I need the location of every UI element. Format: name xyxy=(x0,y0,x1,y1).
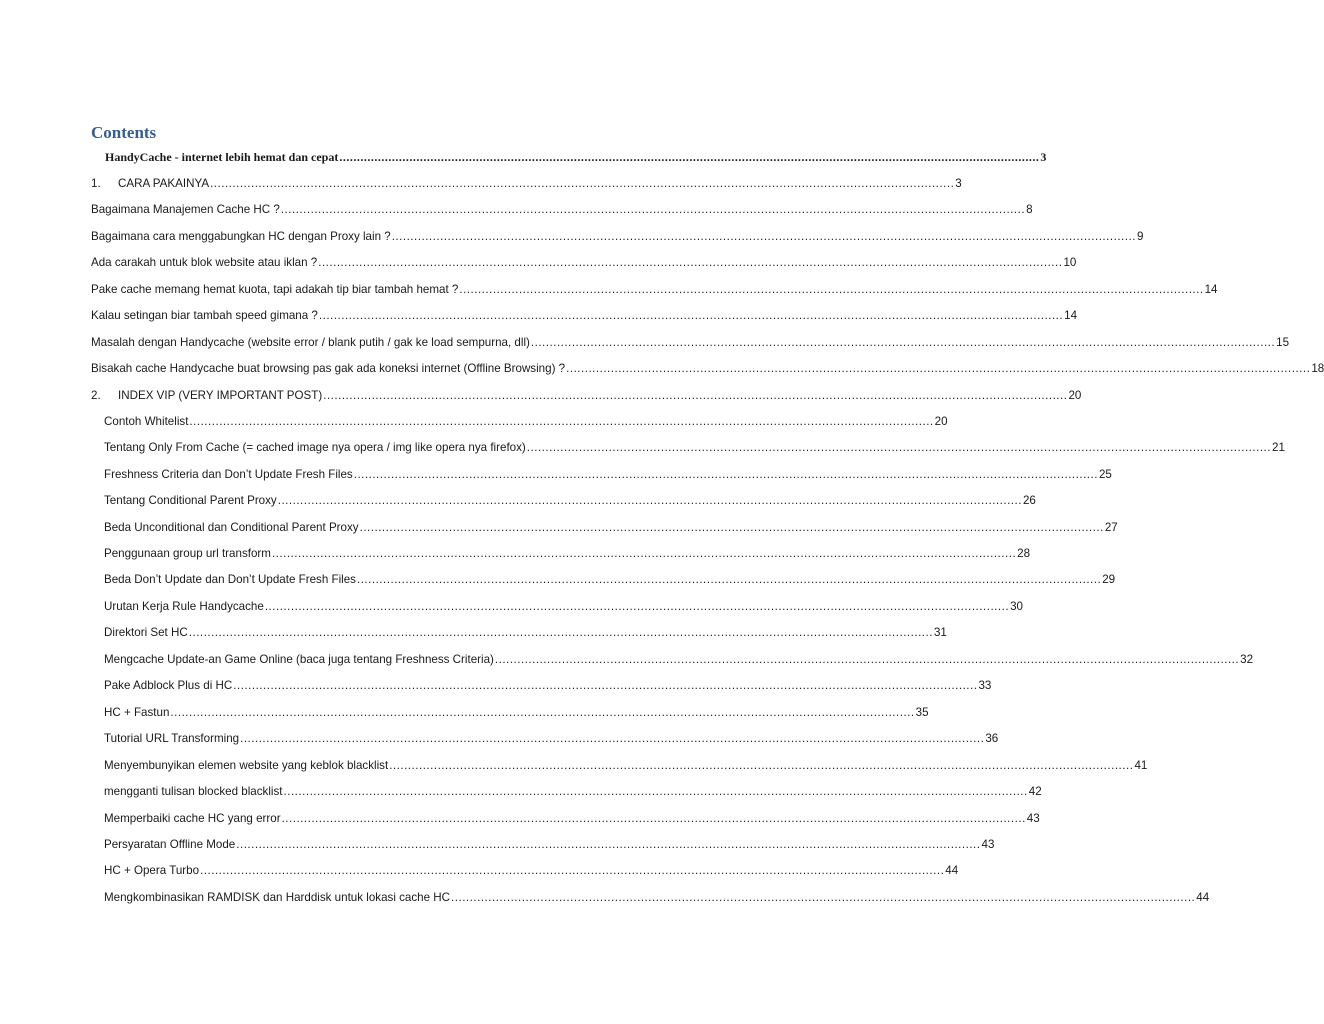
toc-dot-leader xyxy=(495,652,1239,668)
toc-dot-leader xyxy=(278,493,1022,509)
toc-entry-title: mengganti tulisan blocked blacklist xyxy=(104,785,283,798)
toc-entry-page-number: 20 xyxy=(934,415,948,428)
toc-entry-title: Bagaimana Manajemen Cache HC ? xyxy=(91,203,280,216)
toc-entry-title: INDEX VIP (VERY IMPORTANT POST) xyxy=(118,389,323,402)
toc-entry-page-number: 25 xyxy=(1098,468,1112,481)
toc-entry-page-number: 41 xyxy=(1134,759,1148,772)
toc-entry[interactable] xyxy=(91,308,1078,324)
toc-entry[interactable] xyxy=(91,388,1082,404)
toc-dot-leader xyxy=(360,520,1104,536)
toc-dot-leader xyxy=(459,282,1203,298)
toc-entry-page-number: 36 xyxy=(985,732,999,745)
toc-entry-page-number: 15 xyxy=(1276,336,1290,349)
toc-entry[interactable] xyxy=(104,520,1118,536)
toc-entry-page-number: 29 xyxy=(1102,573,1116,586)
toc-entry-page-number: 44 xyxy=(1196,891,1210,904)
toc-entry-page-number: 10 xyxy=(1063,256,1077,269)
toc-entry[interactable] xyxy=(104,414,948,430)
toc-entry-title: HC + Opera Turbo xyxy=(104,864,200,877)
toc-entry[interactable] xyxy=(104,837,995,853)
toc-entry[interactable] xyxy=(105,149,1047,165)
toc-entry-title: Tentang Only From Cache (= cached image nya opera / img like opera nya firefox) xyxy=(104,441,526,454)
toc-entry-page-number: 26 xyxy=(1022,494,1036,507)
toc-dot-leader xyxy=(265,599,1009,615)
toc-entry[interactable] xyxy=(104,811,1040,827)
toc-heading: Contents xyxy=(91,123,157,142)
toc-entry[interactable] xyxy=(104,705,929,721)
toc-dot-leader xyxy=(566,361,1310,377)
toc-entry-title: HC + Fastun xyxy=(104,706,170,719)
toc-dot-leader xyxy=(451,890,1195,906)
toc-entry-title: Penggunaan group url transform xyxy=(104,547,271,560)
toc-entry[interactable] xyxy=(104,758,1148,774)
toc-dot-leader xyxy=(233,678,977,694)
toc-entry-page-number: 9 xyxy=(1136,230,1144,243)
toc-dot-leader xyxy=(210,176,954,192)
toc-entry-page-number: 43 xyxy=(1026,812,1040,825)
toc-entry[interactable] xyxy=(91,361,1324,377)
toc-dot-leader xyxy=(281,202,1025,218)
toc-entry[interactable] xyxy=(104,652,1254,668)
toc-entry[interactable] xyxy=(104,467,1112,483)
toc-entry[interactable] xyxy=(104,493,1036,509)
toc-dot-leader xyxy=(389,758,1133,774)
toc-entry[interactable] xyxy=(104,440,1285,456)
toc-dot-leader xyxy=(189,414,933,430)
toc-dot-leader xyxy=(170,705,914,721)
toc-entry[interactable] xyxy=(91,176,962,192)
toc-entry-title: Contoh Whitelist xyxy=(104,415,189,428)
toc-dot-leader xyxy=(339,149,1039,165)
toc-entry-title: Pake cache memang hemat kuota, tapi adakah tip biar tambah hemat ? xyxy=(91,283,459,296)
toc-entry-page-number: 44 xyxy=(945,864,959,877)
toc-entry-page-number: 18 xyxy=(1311,362,1324,375)
toc-dot-leader xyxy=(189,625,933,641)
toc-entry-title: Bisakah cache Handycache buat browsing pas gak ada koneksi internet (Offline Browsing) ? xyxy=(91,362,566,375)
toc-entry[interactable] xyxy=(104,890,1210,906)
toc-entry-page-number: 32 xyxy=(1240,653,1254,666)
toc-entry-page-number: 35 xyxy=(915,706,929,719)
toc-entry-title: Persyaratan Offline Mode xyxy=(104,838,236,851)
toc-entry-title: Memperbaiki cache HC yang error xyxy=(104,812,281,825)
toc-dot-leader xyxy=(527,440,1271,456)
toc-entry-title: Menyembunyikan elemen website yang keblok blacklist xyxy=(104,759,389,772)
toc-entry-title: CARA PAKAINYA xyxy=(118,177,210,190)
toc-entry-title: Urutan Kerja Rule Handycache xyxy=(104,600,264,613)
toc-entry[interactable] xyxy=(91,229,1144,245)
toc-entry-number: 2. xyxy=(91,389,101,402)
toc-dot-leader xyxy=(319,308,1063,324)
toc-entry-title: Masalah dengan Handycache (website error / blank putih / gak ke load sempurna, dll) xyxy=(91,336,530,349)
toc-entry-title: Direktori Set HC xyxy=(104,626,188,639)
toc-entry-page-number: 42 xyxy=(1028,785,1042,798)
toc-entry-number: 1. xyxy=(91,177,101,190)
toc-entry-title: Mengkombinasikan RAMDISK dan Harddisk untuk lokasi cache HC xyxy=(104,891,451,904)
toc-dot-leader xyxy=(323,388,1067,404)
toc-dot-leader xyxy=(318,255,1062,271)
toc-entry-page-number: 30 xyxy=(1010,600,1023,613)
toc-entry-page-number: 14 xyxy=(1204,283,1218,296)
toc-dot-leader xyxy=(392,229,1136,245)
toc-entry-title: Tentang Conditional Parent Proxy xyxy=(104,494,277,507)
toc-entry-page-number: 20 xyxy=(1068,389,1082,402)
toc-entry-page-number: 3 xyxy=(955,177,962,190)
toc-entry[interactable] xyxy=(104,572,1116,588)
toc-entry-title: Beda Don’t Update dan Don’t Update Fresh Files xyxy=(104,573,356,586)
toc-entry-page-number: 28 xyxy=(1017,547,1031,560)
toc-dot-leader xyxy=(531,335,1275,351)
toc-entry[interactable] xyxy=(104,731,999,747)
toc-entry-title: Tutorial URL Transforming xyxy=(104,732,240,745)
toc-entry-title: Beda Unconditional dan Conditional Parent Proxy xyxy=(104,521,359,534)
toc-dot-leader xyxy=(236,837,980,853)
toc-entry-page-number: 14 xyxy=(1064,309,1078,322)
toc-dot-leader xyxy=(200,863,944,879)
toc-entry-title: Mengcache Update-an Game Online (baca juga tentang Freshness Criteria) xyxy=(104,653,494,666)
toc-entry-page-number: 33 xyxy=(978,679,992,692)
toc-entry-title: Ada carakah untuk blok website atau iklan ? xyxy=(91,256,318,269)
toc-entry-title: Bagaimana cara menggabungkan HC dengan Proxy lain ? xyxy=(91,230,391,243)
toc-entry-title: Kalau setingan biar tambah speed gimana ? xyxy=(91,309,318,322)
toc-dot-leader xyxy=(284,784,1028,800)
toc-entry[interactable] xyxy=(91,255,1077,271)
toc-entry-page-number: 31 xyxy=(933,626,947,639)
toc-dot-leader xyxy=(272,546,1016,562)
toc-dot-leader xyxy=(357,572,1101,588)
toc-entry[interactable] xyxy=(91,282,1218,298)
toc-entry-title: HandyCache - internet lebih hemat dan cepat xyxy=(105,150,339,164)
toc-entry[interactable] xyxy=(104,599,1023,615)
toc-entry[interactable] xyxy=(104,784,1042,800)
toc-dot-leader xyxy=(240,731,984,747)
toc-entry-page-number: 3 xyxy=(1040,150,1047,164)
toc-dot-leader xyxy=(282,811,1026,827)
toc-entry[interactable] xyxy=(104,625,947,641)
toc-entry[interactable] xyxy=(104,863,959,879)
toc-entry-title: Freshness Criteria dan Don’t Update Fresh Files xyxy=(104,468,353,481)
toc-entry-page-number: 43 xyxy=(981,838,995,851)
toc-entry[interactable] xyxy=(91,202,1033,218)
toc-entry-page-number: 27 xyxy=(1104,521,1118,534)
toc-entry[interactable] xyxy=(104,678,992,694)
toc-dot-leader xyxy=(354,467,1098,483)
toc-entry-page-number: 8 xyxy=(1026,203,1033,216)
toc-entry-page-number: 21 xyxy=(1272,441,1285,454)
toc-entry[interactable] xyxy=(91,335,1290,351)
toc-entry-title: Pake Adblock Plus di HC xyxy=(104,679,233,692)
toc-entry[interactable] xyxy=(104,546,1031,562)
